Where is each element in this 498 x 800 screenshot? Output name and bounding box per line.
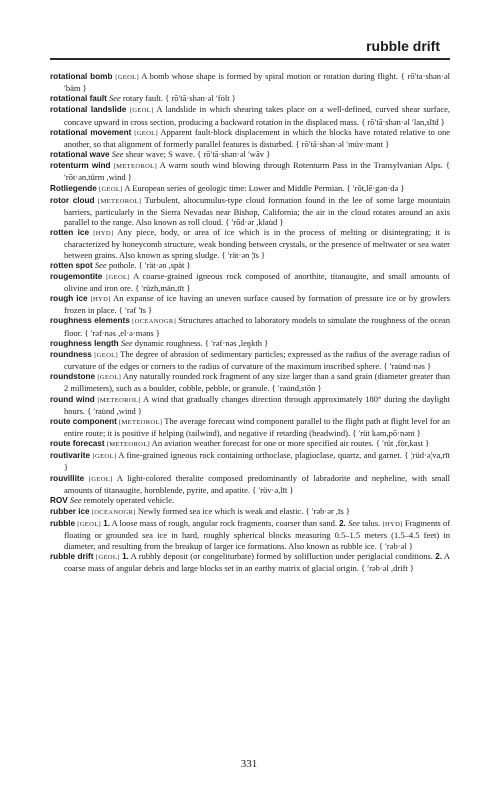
headword: rotational wave [50,150,110,160]
dictionary-entry [50,506,450,518]
definition-text: A warm south wind blowing through Rotenturm Pass in the Transylvanian Alps. [156,160,446,171]
subject-label: [HYD] [382,521,403,529]
definition-text: A light-colored theralite composed predominantly of labradorite and nepheline, with small amounts of titanaugite, hornblende, pyrite, and apatite. [64,472,450,495]
header-rule [50,58,450,60]
dictionary-entry [50,473,450,495]
definition-text: An aviation weather forecast for one or more specified air routes. [150,438,376,449]
definition-text: dynamic roughness. [132,337,205,348]
running-head: rubble drift [366,38,440,54]
headword: rubble [50,519,76,529]
pronunciation: { ′rau̇nd ,wind } [87,405,143,416]
definition-text: remotely operated vehicle. [81,494,175,505]
definition-text: A loose mass of rough, angular rock fragments, coarser than sand. [109,518,340,529]
definition-text: Turbulent, altocumulus-type cloud formation found in the lee of some large mountain barriers, particularly in the Sierra Nevadas near Bishop, California; the air in the cloud rotates around an axis parallel to the range. Also known as roll cloud. [64,194,451,228]
definition-text: rotary fault. [120,93,166,104]
headword: rotenturm wind [50,161,111,171]
pronunciation: { ′rəb·ər ,īs } [305,506,350,517]
definition-text: A landslide in which shearing takes place on a well-defined, curved shear surface, concave upward in cross section, producing a backward rotation in the displaced mass. [64,104,450,127]
pronunciation: { ′rōt,lē·gən·də } [346,182,405,193]
definition-text: A coarse-grained igneous rock composed of anorthite, titanaugite, and small amounts of olivine and iron ore. [64,270,450,293]
pronunciation: { rō′tā·shən·əl ′lan,slīd } [361,116,445,127]
subject-label: [GEOL] [134,129,158,137]
headword: Rotliegende [50,183,97,193]
dictionary-entry [50,71,450,93]
subject-label: [METEOROL] [119,418,163,426]
dictionary-entry [50,349,450,371]
dictionary-entry [50,104,450,126]
subject-label: [GEOL] [98,185,123,193]
definition-text: The degree of abrasion of sedimentary particles; expressed as the radius of the average radius of curvature of the edges or corners to the radius of curvature of the maximum inscribed sphere. [64,348,450,372]
pronunciation: { ¦rüd·ə¦va,rīt } [64,450,450,473]
pronunciation: { ′rät·ən ,spät } [138,259,191,270]
definition-text: shear wave; S wave. [123,149,198,160]
subject-label: [GEOL] [94,351,118,359]
pronunciation: { ′rät·ən ¦īs } [221,249,266,260]
headword: rotor cloud [50,195,95,205]
dictionary-entry [50,227,450,259]
dictionary-entry [50,293,450,315]
headword: rotten spot [50,260,93,270]
definition-text: A bomb whose shape is formed by spiral motion or rotation during flight. [138,71,401,81]
headword: rouvillite [50,473,85,483]
see-reference: See [94,259,107,270]
headword: ROV [50,495,68,505]
pronunciation: { rō′ta·shən·əl ′bäm } [64,71,451,94]
dictionary-entry [50,183,450,195]
pronunciation: { ′rəb·əl } [378,540,413,551]
headword: rotational bomb [50,72,113,81]
subject-label: [OCEANOGR] [132,318,177,326]
dictionary-entry [50,315,450,337]
dictionary-entry [50,271,450,293]
definition-text: A coarse mass of angular debris and large blocks set in an earthy matrix of glacial origin. [64,550,451,573]
pronunciation: { rō′tā·shən·əl ′müv·mənt } [295,138,390,149]
dictionary-entry [50,160,450,182]
subject-label: [METEOROL] [113,163,157,171]
headword: route component [50,416,117,426]
definition-text: pothole. [106,259,139,270]
definition-text: talus. [359,518,383,529]
dictionary-entry [50,495,450,506]
subject-label: [HYD] [93,230,114,238]
headword: round wind [50,394,95,404]
pronunciation: { ′rəf·nəs ,el·ə·məns } [84,327,160,338]
see-reference: See [120,337,133,348]
headword: roundstone [50,372,96,382]
subject-label: [GEOL] [115,74,139,81]
dictionary-entry [50,260,450,271]
subject-label: [GEOL] [77,521,102,529]
see-reference: See [111,149,124,160]
see-reference: See [108,93,121,104]
subject-label: [GEOL] [88,475,113,483]
pronunciation: { ′rüv·ə,līt } [252,484,294,495]
dictionary-entry [50,438,450,450]
dictionary-entry [50,93,450,104]
dictionary-entry [50,416,450,438]
subject-label: [GEOL] [106,273,130,281]
definition-text: A European series of geologic time: Lower and Middle Permian. [122,182,347,193]
see-reference: See [69,494,82,505]
dictionary-entry [50,394,450,416]
subject-label: [OCEANOGR] [91,509,136,517]
definition-text: An expanse of ice having an uneven surface caused by formation of pressure ice or by growlers frozen in place. [64,293,450,316]
pronunciation: { ′rəf ′īs } [118,305,153,316]
definition-text: Any naturally rounded rock fragment of any size larger than a sand grain (diameter greater than 2 millimeters), such as a boulder, cobble, pebble, or granule. [64,371,450,394]
headword: rubble drift [50,551,94,561]
subject-label: [METEOROL] [97,396,141,404]
dictionary-entry [50,149,450,160]
pronunciation: { ′rüzh,män,tīt } [135,282,191,293]
dictionary-entry [50,551,450,573]
definition-text: Apparent fault-block displacement in which the blocks have rotated relative to one another, so that alignment of formerly parallel features is disturbed. [64,126,450,149]
subject-label: [GEOL] [95,553,120,561]
subject-label: [METEOROL] [106,441,151,449]
subject-label: [GEOL] [129,107,154,115]
pronunciation: { ′rau̇nd·nəs } [383,361,432,372]
sense-number: 1. [103,519,110,529]
headword: rotational movement [50,127,132,137]
dictionary-entry [50,450,450,472]
dictionary-entry [50,127,450,149]
headword: roughness elements [50,316,130,326]
headword: rotational landslide [50,105,127,115]
sense-number: 2. [339,519,346,529]
see-reference: See [348,518,360,529]
headword: rotten ice [50,228,90,238]
headword: rotational fault [50,94,107,104]
dictionary-entry [50,518,450,550]
pronunciation: { rō′tā·shən·əl ′fȯlt } [165,93,236,104]
definition-text: A fine-grained igneous rock containing orthoclase, plagioclase, quartz, and garnet. [116,450,405,461]
pronunciation: { ′rau̇nd,stōn } [271,383,322,394]
headword: routivarite [50,451,91,461]
definition-text: A rubbly deposit (or congeliturbate) formed by solifluction under periglacial conditions. [128,550,436,561]
headword: rougemontite [50,271,103,281]
headword: rubber ice [50,507,90,517]
dictionary-entry [50,338,450,349]
definition-text: Any piece, body, or area of ice which is in the process of melting or disintegrating; it is characterized by honeycomb structure, weak bonding between crystals, or the presence of meltwater or sea water between grains. Also known as spring sludge. [64,227,451,260]
subject-label: [GEOL] [92,453,117,461]
subject-label: [GEOL] [97,374,122,382]
entry-list [50,71,450,573]
pronunciation: { rō′tā·shən·əl ′wāv } [197,149,271,160]
headword: rough ice [50,294,88,304]
subject-label: [METEOROL] [98,197,142,205]
subject-label: [HYD] [90,296,111,304]
dictionary-entry [50,371,450,393]
definition-text: Fragments of floating or grounded sea ice in hard, roughly spherical blocks measuring 0.5–1.5 meters (1.5–4.5 feet) in diameter, and resulting from the breakup of larger ice formations. Also known as rubble ice. [64,518,451,551]
pronunciation: { ′rəf·nəs ,leŋkth } [204,337,269,348]
definition-text: Structures attached to laboratory models to simulate the roughness of the ocean floor. [64,315,451,338]
pronunciation: { ′rōd·ər ,klau̇d } [225,217,284,228]
pronunciation: { ′rōt·ən,türm ,wind } [64,160,450,183]
page-number: 331 [240,758,258,770]
headword: route forecast [50,439,105,449]
definition-text: The average forecast wind component parallel to the flight path at flight level for an entire route; it is positive if helping (tailwind), and negative if retarding (headwind). [64,415,450,438]
pronunciation: { ′rüt ,fȯr,kast } [375,438,430,449]
sense-number: 1. [122,551,129,561]
pronunciation: { ′rüt kəm,pō·nənt } [352,428,421,438]
pronunciation: { ′rəb·əl ,drift } [361,562,414,573]
definition-text: Newly formed sea ice which is weak and elastic. [135,506,306,517]
sense-number: 2. [435,551,442,561]
dictionary-entry [50,195,450,227]
headword: roundness [50,349,92,359]
definition-text: A wind that gradually changes direction through approximately 180° during the daylight hours. [64,393,450,416]
headword: roughness length [50,338,119,348]
